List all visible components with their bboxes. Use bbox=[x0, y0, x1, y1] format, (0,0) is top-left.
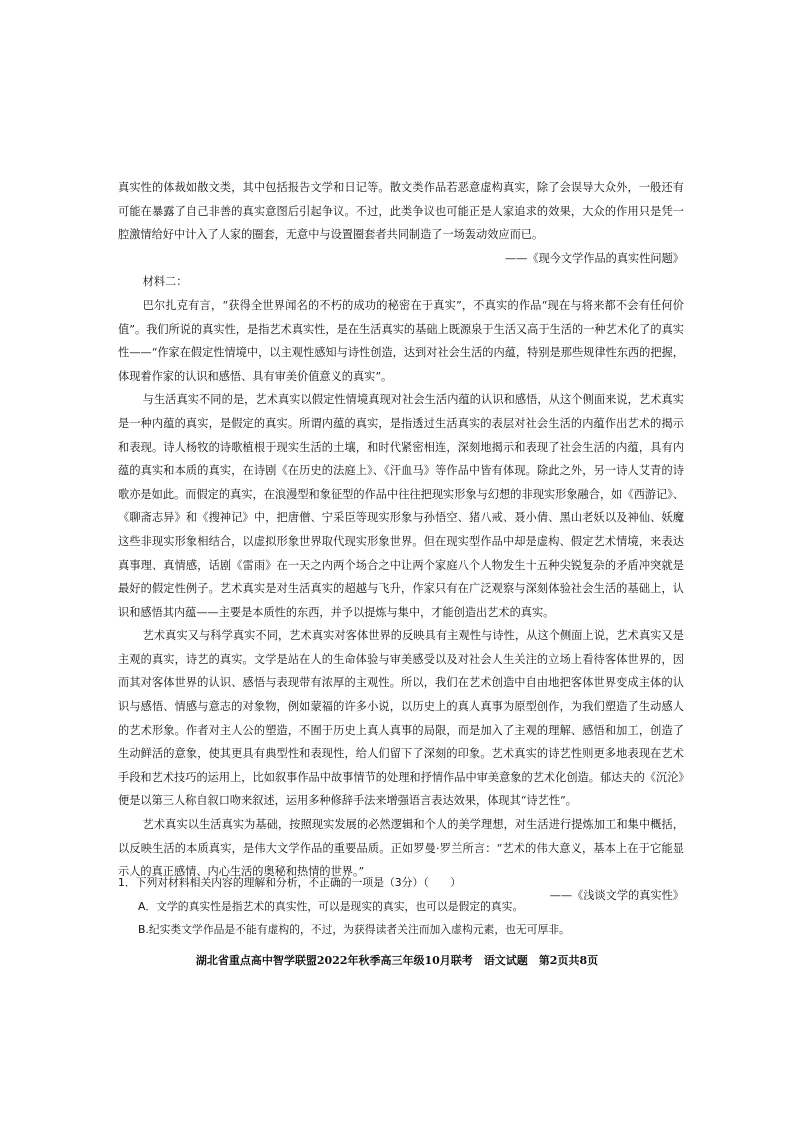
material2-paragraph-3: 艺术真实又与科学真实不同，艺术真实对客体世界的反映具有主观性与诗性，从这个侧面上说，艺术真实又是主观的真实，诗艺的真实。文学是站在人的生命体验与审美感受以及对社会人生关注的立场上看待客体世界的，因而其对客体世界的认识、感悟与表现带有浓厚的主观性。所以，我们在艺术创造中自由地把客体世界变成主体的认识与感悟、情感与意志的对象物，例如蒙福的许多小说，以历史上的真人真事为原型创作，为我们塑造了生动感人的艺术形象。作者对主人公的塑造，不囿于历史上真人真事的局限，而是加入了主观的理解、感悟和加工，创造了生动鲜活的意象，使其更具有典型性和表现性，给人们留下了深刻的印象。艺术真实的诗艺性则更多地表现在艺术手段和艺术技巧的运用上，比如叙事作品中故事情节的处理和抒情作品中审美意象的艺术化创造。郁达夫的《沉沦》便是以第三人称自叙口吻来叙述，运用多种修辞手法来增强语言表达效果，体现其“诗艺性”。 bbox=[118, 629, 684, 808]
material1-source: ——《现今文学作品的真实性问题》 bbox=[504, 251, 684, 265]
material2-paragraph-2: 与生活真实不同的是，艺术真实以假定性情境真现对社会生活内蕴的认识和感悟，从这个侧面来说，艺术真实是一种内蕴的真实，是假定的真实。所谓内蕴的真实，是指透过生活真实的表层对社会生活的内蕴作出艺术的揭示和表现。诗人杨牧的诗歌植根于现实生活的土壤，和时代紧密相连，深刻地揭示和表现了社会生活的内蕴，具有内蕴的真实和本质的真实，在诗剧《在历史的法庭上》、《汗血马》等作品中皆有体现。除此之外，另一诗人艾青的诗歌亦是如此。而假定的真实，在浪漫型和象征型的作品中往往把现实形象与幻想的非现实形象融合，如《西游记》、《聊斋志异》和《搜神记》中，把唐僧、宁采臣等现实形象与孙悟空、猪八戒、聂小倩、黑山老妖以及神仙、妖魔这些非现实形象相结合，以虚拟形象世界取代现实形象世界。但在现实型作品中却是虚构、假定艺术情境，来表达真事理、真情感，话剧《雷雨》在一天之内两个场合之中让两个家庭八个人物发生十五种尖锐复杂的矛盾冲突就是最好的假定性例子。艺术真实是对生活真实的超越与飞升，作家只有在广泛观察与深刻体验社会生活的基础上，认识和感悟其内蕴——主要是本质性的东西，并予以提炼与集中，才能创造出艺术的真实。 bbox=[118, 393, 684, 619]
question1-option-b[interactable]: B.纪实类文学作品是不能有虚构的，不过，为获得读者关注而加入虚构元素，也无可厚非。 bbox=[138, 923, 570, 936]
question-section bbox=[118, 871, 684, 942]
material2-label: 材料二： bbox=[142, 275, 188, 289]
material1-tail-paragraph: 真实性的体裁如散文类，其中包括报告文学和日记等。散文类作品若恶意虚构真实，除了会误导大众外，一般还有可能在暴露了自己非善的真实意图后引起争议。不过，此类争议也可能正是人家追求的效果，大众的作用只是凭一腔激情给好中计入了人家的圈套，无意中与设置圈套者共同制造了一场轰动效应而已。 bbox=[118, 181, 684, 242]
material2-paragraph-4: 艺术真实以生活真实为基础，按照现实发展的必然逻辑和个人的美学理想，对生活进行提炼加工和集中概括，以反映生活的本质真实，是伟大文学作品的重要品质。正如罗曼·罗兰所言：“艺术的伟大意义，基本上在于它能显示人的真正感情、内心生活的奥秘和热情的世界。” bbox=[118, 818, 684, 879]
material2-source: ——《浅谈文学的真实性》 bbox=[549, 888, 684, 902]
reading-material bbox=[118, 176, 684, 907]
page-footer: 湖北省重点高中智学联盟2022年秋季高三年级10月联考 语文试题 第2页共8页 bbox=[195, 954, 599, 967]
material2-paragraph-1: 巴尔扎克有言，“获得全世界闻名的不朽的成功的秘密在于真实”，不真实的作品“现在与将来都不会有任何价值”。我们所说的真实性，是指艺术真实性，是在生活真实的基础上既源泉于生活又高于生活的一种艺术化了的真实性——“作家在假定性情境中，以主观性感知与诗性创造，达到对社会生活的内蕴，特别是那些规律性东西的把握，体现着作家的认识和感悟、具有审美价值意义的真实”。 bbox=[118, 298, 684, 383]
question1-option-a[interactable]: A．文学的真实性是指艺术的真实性，可以是现实的真实，也可以是假定的真实。 bbox=[138, 899, 524, 913]
question1-stem: 1．下列对材料相关内容的理解和分析，不正确的一项是（3分）（ ） bbox=[118, 876, 462, 889]
